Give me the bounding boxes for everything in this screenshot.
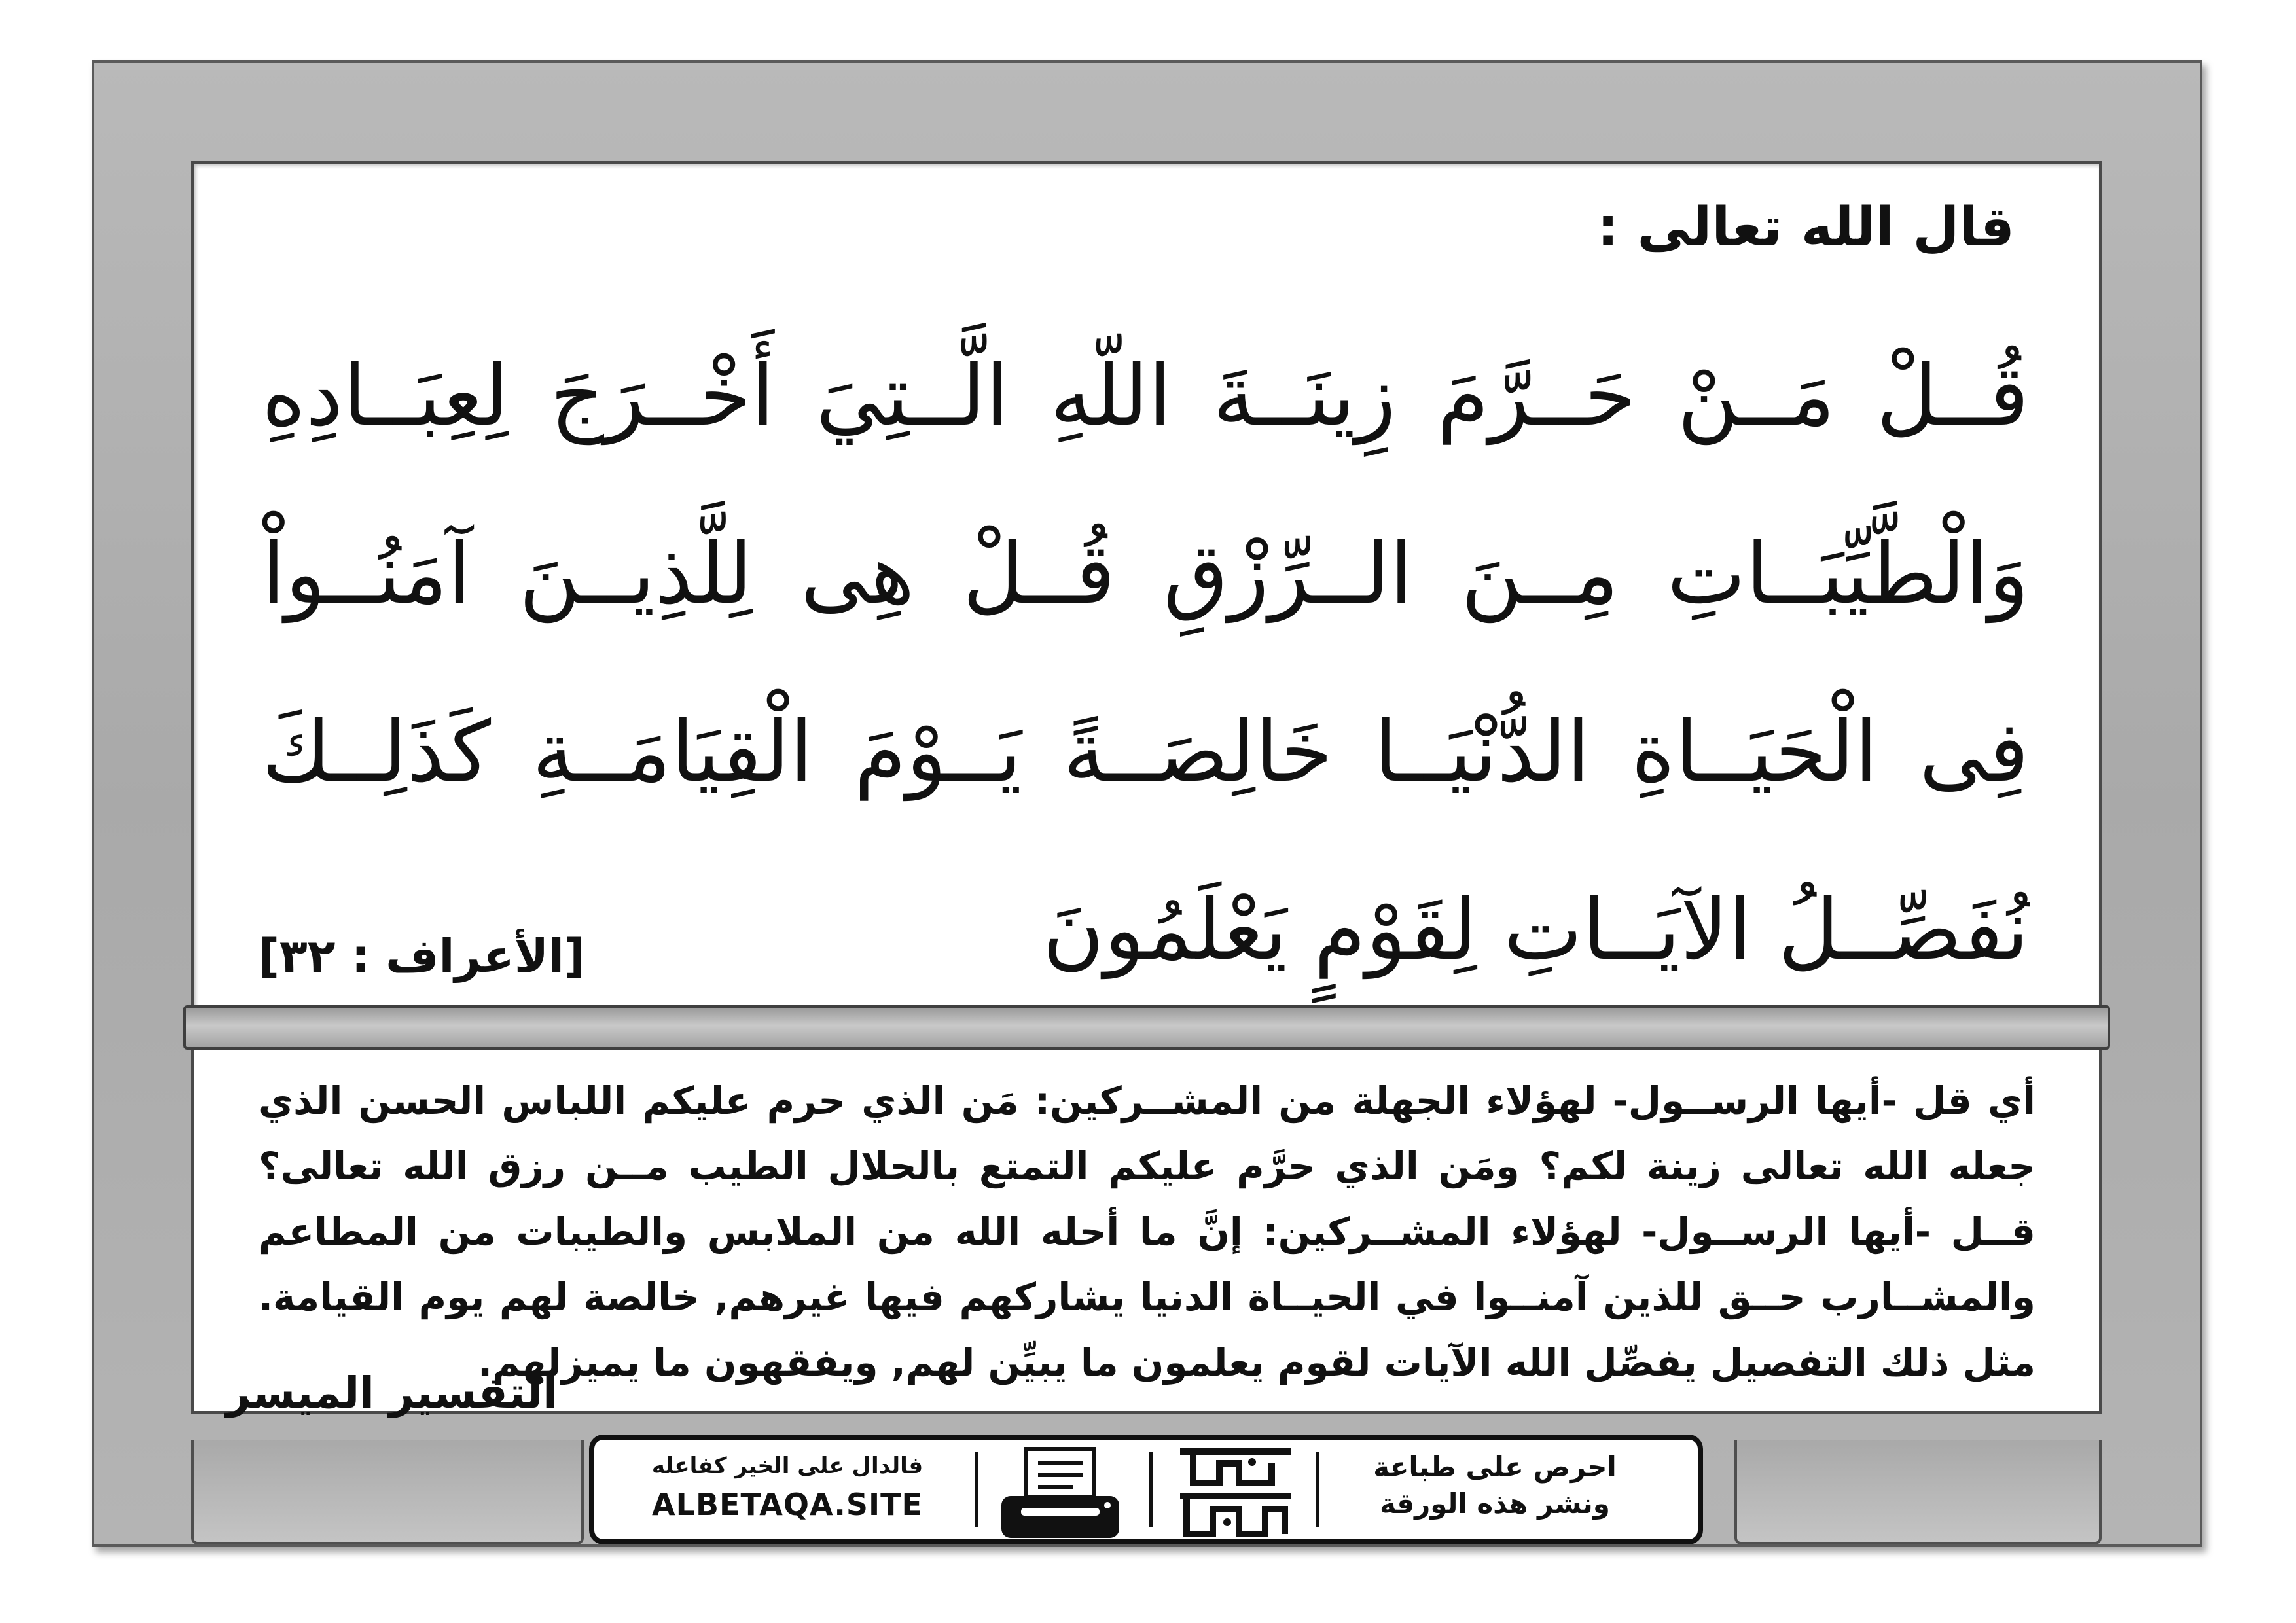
print-note-line2: ونشر هذه الورقة xyxy=(1380,1488,1610,1520)
tafsir-main: أي قل -أيها الرســول- لهؤلاء الجهلة من المشــركين: مَن الذي حرم عليكم اللباس الحسن الذي جعله الله تعالى زينة لكم؟ ومَن الذي حرَّم عليكم التمتع بالحلال الطيب مــن رزق الله تعالى؟ قــل -أيها الرســول- لهؤلاء المشــركين: إنَّ ما أحله الله من الملابس والطيبات من المطاعم والمشــارب حــق للذين آمنــوا في الحيــاة الدنيا يشاركهم فيها غيرهم, خالصة لهم يوم القيامة. مثل ذلك التفصيل يفصِّل الله الآيات لقوم يعلمون ما يبيِّن لهم, ويفقهون ما يميزلهم. xyxy=(259,1079,2036,1385)
footer-divider-2 xyxy=(1149,1452,1153,1527)
print-note xyxy=(1318,1449,1672,1522)
site-tagline: فالدال على الخير كفاعله xyxy=(651,1453,924,1479)
quran-verse: قُــلْ مَــنْ حَــرَّمَ زِينَــةَ اللّهِ الَّــتِيَ أَخْــرَجَ لِعِبَــادِهِ وَالْطَّيِّبَــاتِ مِــنَ الــرِّزْقِ قُــلْ هِى لِلَّذِيــنَ آمَنُــواْ فِى الْحَيَــاةِ الدُّنْيَــا خَالِصَــةً يَــوْمَ الْقِيَامَــةِ كَذَلِــكَ نُفَصِّــلُ الآيَــاتِ لِقَوْمٍ يَعْلَمُونَ xyxy=(262,348,2030,979)
tafsir-source: التفسير الميسر xyxy=(226,1368,558,1418)
footer-banner xyxy=(589,1435,1703,1544)
verse-heading: قال الله تعالى : xyxy=(1597,196,2015,259)
dawa-logo xyxy=(1174,1444,1298,1542)
site-block[interactable] xyxy=(614,1449,961,1534)
printer-icon xyxy=(995,1445,1126,1543)
tafsir-text xyxy=(259,1068,2036,1395)
site-url[interactable]: ALBETAQA.SITE xyxy=(652,1487,923,1522)
verse-reference: [الأعراف : ٣٢] xyxy=(259,929,585,983)
frame-tab-left xyxy=(191,1440,584,1544)
frame-tab-right xyxy=(1734,1440,2102,1544)
footer-divider-1 xyxy=(975,1452,978,1527)
print-note-line1: احرص على طباعة xyxy=(1373,1451,1617,1483)
